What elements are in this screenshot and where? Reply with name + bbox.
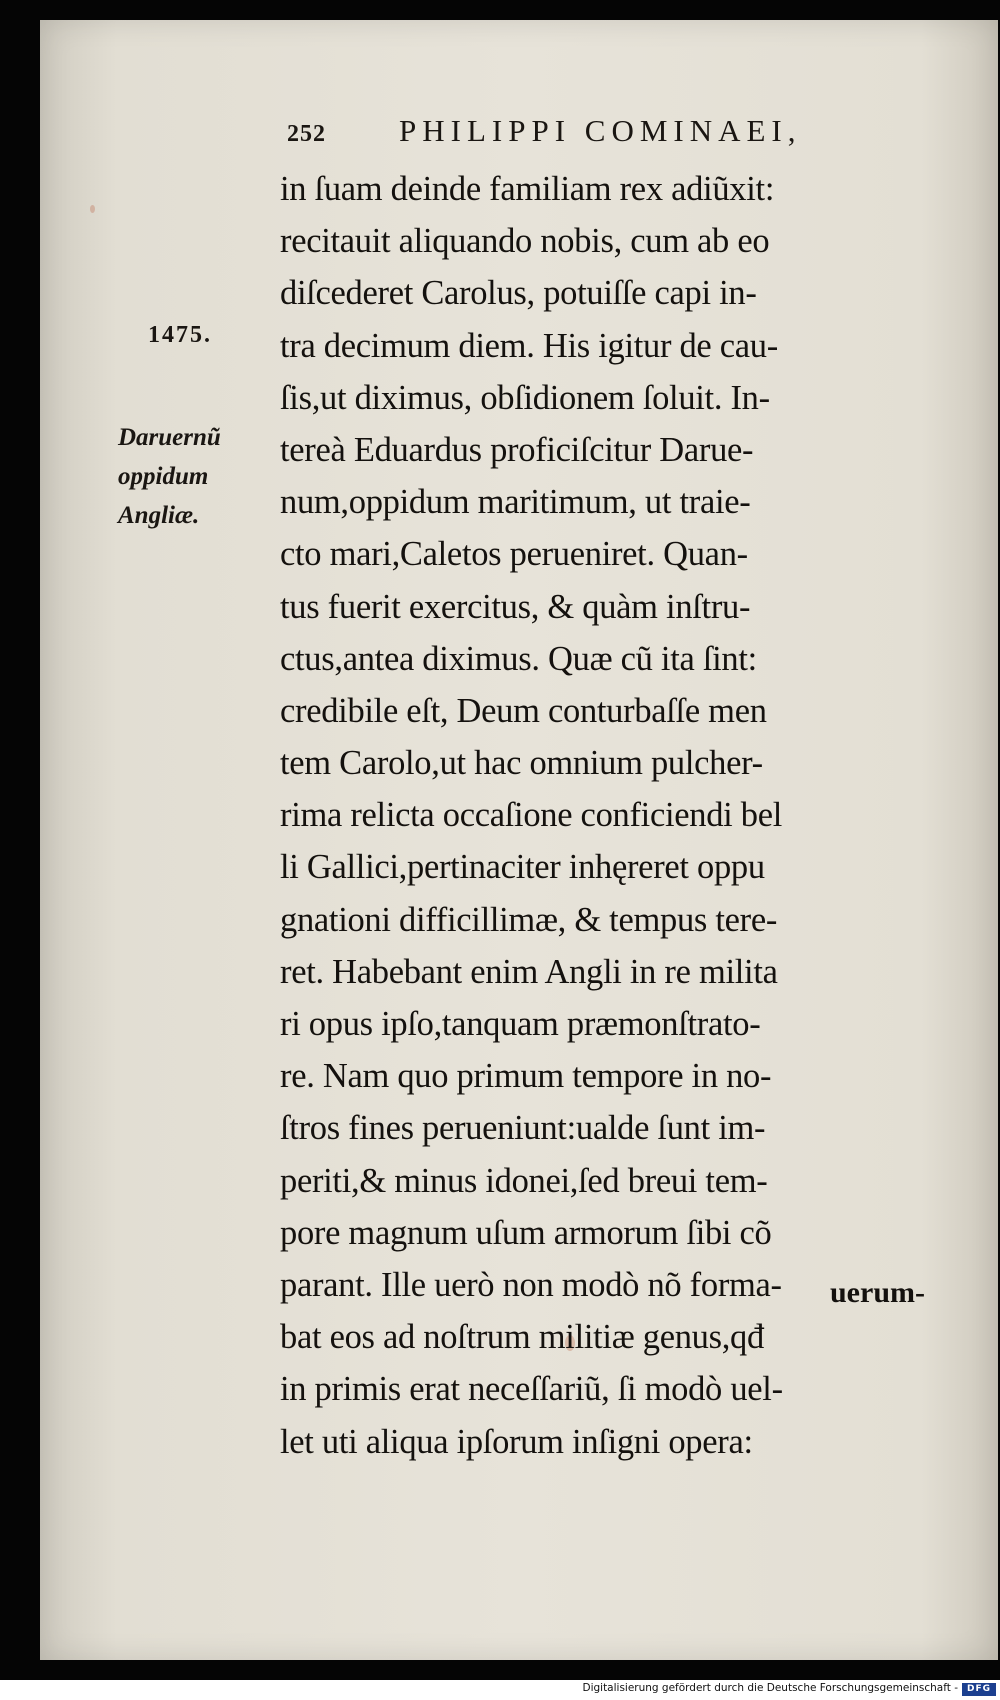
margin-note (118, 418, 258, 535)
text-line: recitauit aliquando nobis, cum ab eo (280, 222, 770, 261)
running-title: PHILIPPI COMINAEI, (399, 113, 802, 148)
text-line: pore magnum uſum armorum ſibi cõ (280, 1213, 772, 1252)
funding-credit: Digitalisierung gefördert durch die Deutsche Forschungsgemeinschaft - (582, 1682, 958, 1694)
text-line: ctus,antea diximus. Quæ cũ ita ſint: (280, 639, 757, 678)
catchword: uerum- (830, 1276, 925, 1309)
body-text (280, 163, 944, 1468)
text-line: parant. Ille uerò non modò nõ forma- (280, 1265, 782, 1304)
text-line: re. Nam quo primum tempore in no- (280, 1057, 772, 1096)
text-line: tem Carolo,ut hac omnium pulcher- (280, 744, 763, 783)
text-line: num,oppidum maritimum, ut traie- (280, 483, 751, 522)
text-line: tereà Eduardus proficiſcitur Darue- (280, 430, 754, 469)
text-line: cto mari,Caletos perueniret. Quan- (280, 535, 748, 574)
digitization-footer (0, 1680, 1000, 1700)
text-line: ret. Habebant enim Angli in re milita (280, 952, 778, 991)
text-line: in ſuam deinde familiam rex adiũxit: (280, 170, 775, 208)
text-line: credibile eſt, Deum conturbaſſe men (280, 691, 767, 730)
dfg-logo-icon: DFG (962, 1683, 996, 1696)
text-line: ſis,ut diximus, obſidionem ſoluit. In- (280, 378, 770, 417)
margin-date: 1475. (148, 322, 212, 348)
text-line: gnationi difficillimæ, & tempus tere- (280, 900, 778, 939)
text-line: bat eos ad noſtrum militiæ genus,qđ (280, 1318, 764, 1357)
text-line: let uti aliqua ipſorum inſigni opera: (280, 1422, 753, 1461)
text-line: ſtros fines perueniunt:ualde ſunt im- (280, 1109, 766, 1148)
text-line: ri opus ipſo,tanquam præmonſtrato- (280, 1005, 761, 1043)
text-line: periti,& minus idonei,ſed breui tem- (280, 1161, 768, 1200)
text-line: li Gallici,pertinaciter inhęreret oppu (280, 848, 765, 887)
text-line: diſcederet Carolus, potuiſſe capi in- (280, 274, 757, 313)
running-head (287, 113, 907, 153)
paper-stain (90, 205, 95, 213)
text-line: tus fuerit exercitus, & quàm inſtru- (280, 587, 751, 626)
margin-note-line: Daruernũ (118, 424, 221, 451)
text-line: in primis erat neceſſariũ, ſi modò uel- (280, 1370, 783, 1409)
margin-note-line: Angliæ. (118, 502, 200, 529)
page-number: 252 (287, 121, 326, 147)
margin-note-line: oppidum (118, 463, 209, 490)
text-line: tra decimum diem. His igitur de cau- (280, 326, 778, 365)
text-line: rima relicta occaſione conficiendi bel (280, 796, 783, 835)
